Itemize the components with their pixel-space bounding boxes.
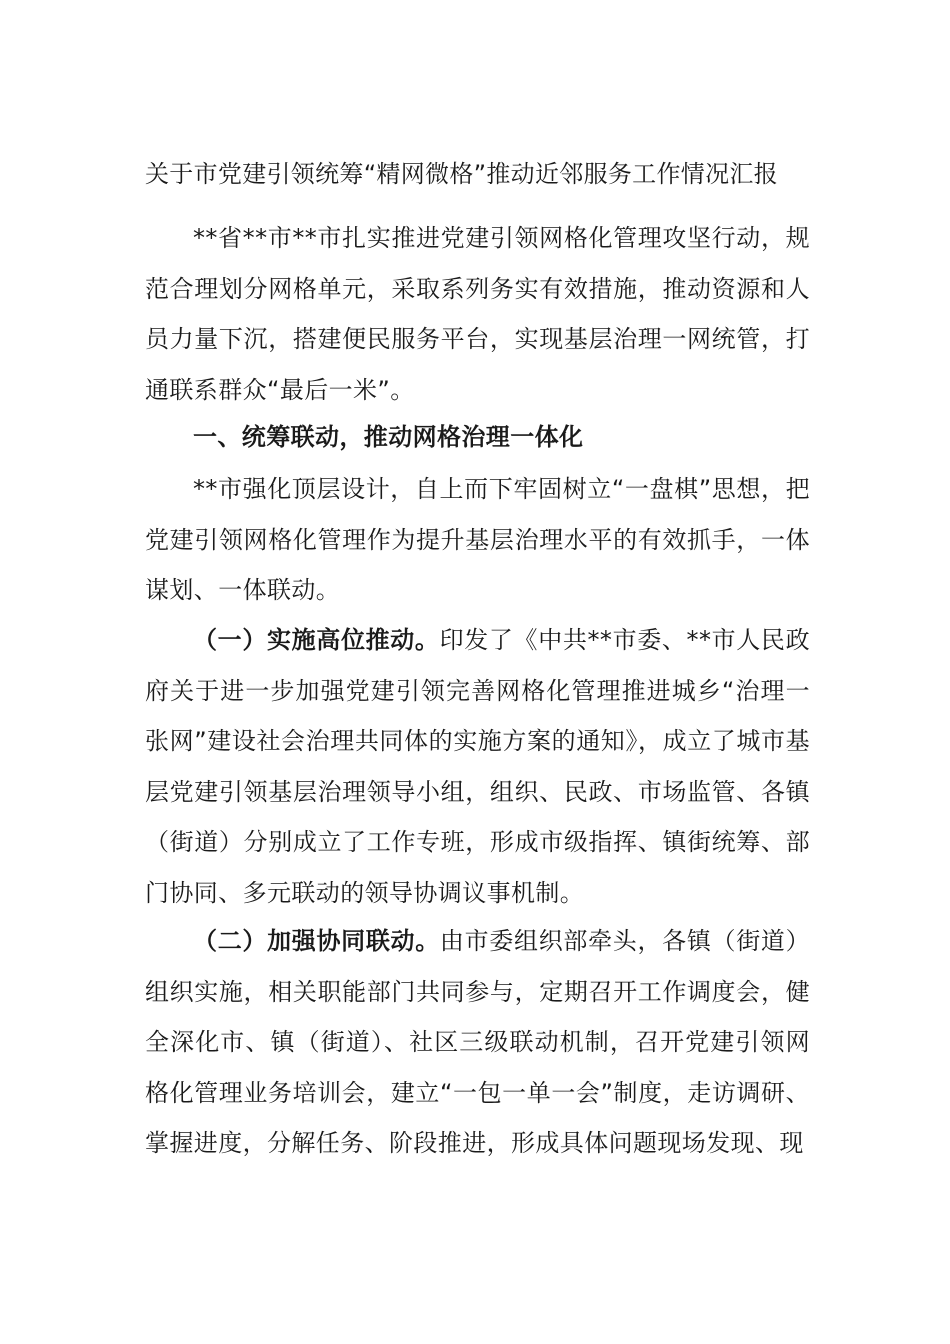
subsection-lead: （一）实施高位推动。 <box>193 626 440 654</box>
section-intro-paragraph: **市强化顶层设计，自上而下牢固树立“一盘棋”思想，把党建引领网格化管理作为提升基层治理水平的有效抓手，一体谋划、一体联动。 <box>145 475 810 604</box>
subsection-text: 由市委组织部牵头，各镇（街道）组织实施，相关职能部门共同参与，定期召开工作调度会，健全深化市、镇（街道）、社区三级联动机制，召开党建引领网格化管理业务培训会，建立“一包一单一会”制度，走访调研、掌握进度，分解任务、阶段推进，形成具体问题现场发现、现 <box>145 927 811 1157</box>
subsection-lead: （二）加强协同联动。 <box>193 927 440 955</box>
intro-paragraph: **省**市**市扎实推进党建引领网格化管理攻坚行动，规范合理划分网格单元，采取系列务实有效措施，推动资源和人员力量下沉，搭建便民服务平台，实现基层治理一网统管，打通联系群众“最后一米”。 <box>145 224 810 404</box>
subsection-text: 印发了《中共**市委、**市人民政府关于进一步加强党建引领完善网格化管理推进城乡“治理一张网”建设社会治理共同体的实施方案的通知》，成立了城市基层党建引领基层治理领导小组，组织、民政、市场监管、各镇（街道）分别成立了工作专班，形成市级指挥、镇街统筹、部门协同、多元联动的领导协调议事机制。 <box>145 626 810 907</box>
subsection-paragraph <box>145 916 810 1169</box>
document-title: 关于市党建引领统筹“精网微格”推动近邻服务工作情况汇报 <box>145 160 778 188</box>
subsection-paragraph <box>145 615 810 918</box>
section-heading: 一、统筹联动，推动网格治理一体化 <box>193 423 584 451</box>
